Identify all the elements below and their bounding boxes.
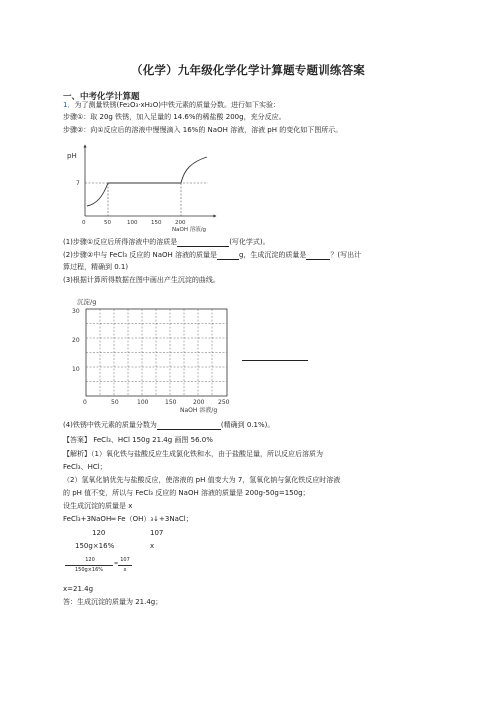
analysis-label: 【解析】 <box>63 450 91 458</box>
sub-question-1 <box>63 238 270 247</box>
ph-chart <box>63 140 223 232</box>
answer-blank[interactable] <box>306 251 330 260</box>
answer-blank[interactable] <box>217 251 239 260</box>
x-tick: 200 <box>175 220 186 226</box>
analysis-line-1 <box>63 450 323 459</box>
analysis-line-1b: FeCl₃、HCl； <box>63 463 107 471</box>
precipitate-chart <box>63 292 253 414</box>
sub-question-2-cont: 算过程，精确到 0.1) <box>63 263 129 271</box>
chemical-equation: FeCl₃+3NaOH═ Fe（OH）₃↓+3NaCl； <box>63 515 193 523</box>
question-intro-text: 为了测量铁锈(Fe₂O₃·xH₂O)中铁元素的质量分数。进行如下实验： <box>74 101 280 109</box>
y-tick-labels <box>72 308 80 373</box>
question-intro <box>63 101 280 110</box>
sub-question-1-text: (1)步骤①反应后所得溶液中的溶质是 <box>63 238 178 246</box>
ph-curve <box>87 157 207 206</box>
sub-question-4-hint: (精确到 0.1%)。 <box>220 421 275 429</box>
x-tick: 0 <box>83 399 87 406</box>
answer-text: FeCl₃、HCl 150g 21.4g 画图 56.0% <box>91 436 213 444</box>
y-tick: 10 <box>72 366 80 373</box>
y-tick-label: 7 <box>76 180 80 187</box>
answer-blank[interactable] <box>157 421 221 430</box>
fraction-bar <box>65 565 113 566</box>
answer-blank[interactable] <box>177 238 229 247</box>
grid-lines <box>86 309 227 396</box>
x-tick: 250 <box>218 399 230 406</box>
x-axis-label: NaOH 溶液/g <box>180 407 218 414</box>
x-tick: 50 <box>104 220 111 226</box>
y-axis-label: 沉淀/g <box>77 298 97 306</box>
x-tick-labels <box>82 220 186 226</box>
x-axis-label: NaOH 溶液/g <box>172 227 207 232</box>
analysis-line-3: 设生成沉淀的质量是 x <box>63 502 133 510</box>
molar-mass-1: 120 <box>92 529 106 537</box>
equals-sign: = <box>114 561 119 567</box>
x-tick-labels <box>83 399 230 406</box>
sub-question-2-text: (2)步骤②中与 FeCl₃ 反应的 NaOH 溶液的质量是 <box>63 251 217 259</box>
fraction-1-denominator: 150g×16% <box>74 567 104 573</box>
analysis-text: （1）氧化铁与盐酸反应生成氯化铁和水，由于盐酸足量，所以反应后溶质为 <box>91 450 323 458</box>
sub-question-3: (3)根据计算所得数据在图中画出产生沉淀的曲线。 <box>63 276 220 284</box>
x-tick: 200 <box>193 399 205 406</box>
section-heading: 一、中考化学计算题 <box>63 92 140 102</box>
sub-question-1-hint: (写化学式)。 <box>229 238 270 246</box>
question-number: 1． <box>63 101 75 109</box>
x-tick: 100 <box>137 399 149 406</box>
fraction-1-numerator: 120 <box>85 557 95 563</box>
answer-blank-line[interactable] <box>242 360 308 361</box>
sub-question-4 <box>63 421 274 430</box>
step-1: 步骤①：取 20g 铁锈，加入足量的 14.6%的稀盐酸 200g，充分反应。 <box>63 113 286 121</box>
mass-unknown: x <box>150 542 155 550</box>
result: x=21.4g <box>63 585 94 593</box>
sub-question-2-text-c: ？(写出计 <box>330 251 362 259</box>
sub-question-2-text-b: g，生成沉淀的质量是 <box>238 251 307 259</box>
y-tick: 20 <box>72 337 80 344</box>
page-title: （化学）九年级化学化学计算题专题训练答案 <box>131 63 365 77</box>
step-2: 步骤②：向①反应后的溶液中慢慢滴入 16%的 NaOH 溶液，溶液 pH 的变化如下图所示。 <box>63 126 343 134</box>
sub-question-4-text: (4)铁锈中铁元素的质量分数为 <box>63 421 157 429</box>
fraction-2-denominator: x <box>123 567 127 573</box>
fraction-2-numerator: 107 <box>120 557 130 563</box>
x-tick: 150 <box>151 220 162 226</box>
answer-label: 【答案】 <box>63 436 91 444</box>
x-tick: 150 <box>165 399 177 406</box>
y-axis-label: pH <box>67 152 77 160</box>
x-tick: 0 <box>82 220 86 226</box>
x-tick: 100 <box>127 220 138 226</box>
answer-statement: 答：生成沉淀的质量为 21.4g； <box>63 598 163 606</box>
y-tick: 30 <box>72 308 80 315</box>
molar-mass-2: 107 <box>150 529 164 537</box>
mass-given: 150g×16% <box>75 542 115 550</box>
analysis-line-2: （2）氢氧化钠优先与盐酸反应，使溶液的 pH 值变大为 7，氢氧化钠与氯化铁反应时溶液 <box>63 476 341 484</box>
sub-question-2 <box>63 251 361 260</box>
fraction-bar <box>118 565 132 566</box>
answer-line <box>63 436 213 445</box>
x-tick: 50 <box>111 399 119 406</box>
analysis-line-2b: 的 pH 值不变，所以与 FeCl₃ 反应的 NaOH 溶液的质量是 200g-50g=150g； <box>63 489 310 497</box>
